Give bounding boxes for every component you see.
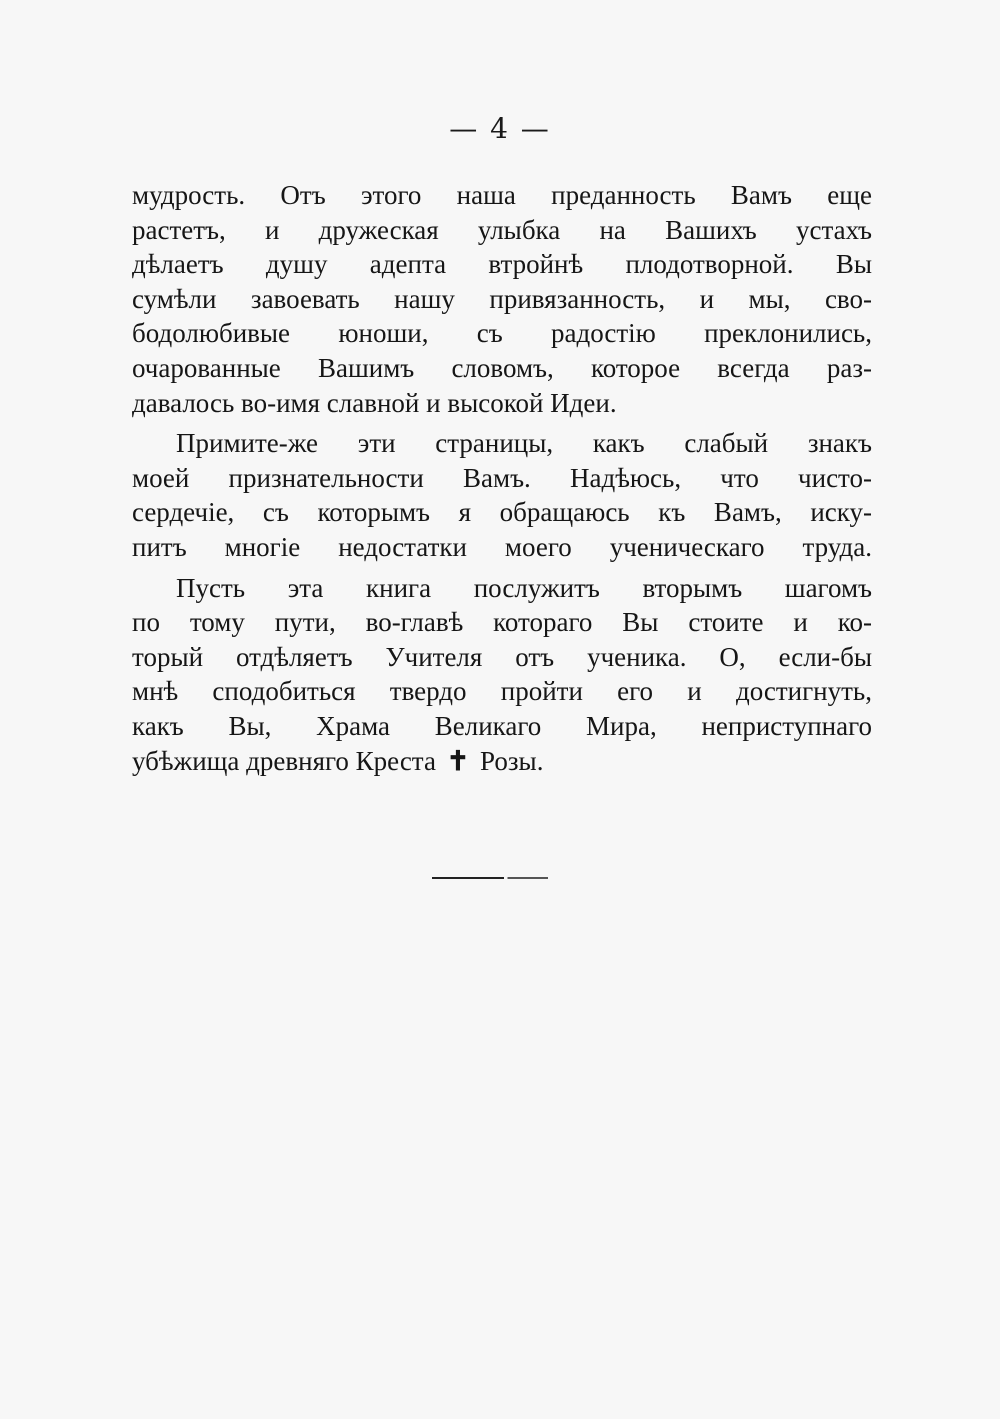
cross-icon: ✝: [446, 745, 470, 777]
text-line: какъ Вы, Храма Великаго Мира, неприступнаго: [132, 710, 872, 741]
text-line: очарованные Вашимъ словомъ, которое всегда раз-: [132, 352, 872, 383]
body-text: [132, 178, 872, 778]
section-divider: [432, 877, 548, 879]
text-line: давалось во-имя славной и высокой Идеи.: [132, 387, 617, 418]
text-line: бодолюбивые юноши, съ радостію преклонились,: [132, 318, 872, 349]
text-line: растетъ, и дружеская улыбка на Вашихъ устахъ: [132, 214, 872, 245]
text-fragment: Розы.: [480, 745, 544, 776]
text-line: Пусть эта книга послужитъ вторымъ шагомъ: [176, 572, 872, 603]
text-line: мудрость. Отъ этого наша преданность Вамъ еще: [132, 180, 872, 210]
text-line: моей признательности Вамъ. Надѣюсь, что чисто-: [132, 462, 872, 493]
text-line: дѣлаетъ душу адепта втройнѣ плодотворной. Вы: [132, 249, 872, 280]
text-line: по тому пути, во-главѣ котораго Вы стоите и ко-: [132, 607, 872, 638]
text-line: питъ многіе недостатки моего ученическаго труда.: [132, 531, 872, 562]
text-line-final: [132, 744, 872, 779]
text-fragment: убѣжища древняго Креста: [132, 745, 436, 776]
text-line: сумѣли завоевать нашу привязанность, и мы, сво-: [132, 283, 872, 314]
page-number: — 4 —: [449, 112, 551, 145]
text-line: мнѣ сподобиться твердо пройти его и достигнуть,: [132, 676, 872, 707]
text-line: сердечіе, съ которымъ я обращаюсь къ Вамъ, иску-: [132, 497, 872, 528]
text-line: Примите-же эти страницы, какъ слабый знакъ: [176, 428, 872, 459]
text-line: торый отдѣляетъ Учителя отъ ученика. О, если-бы: [132, 641, 872, 672]
